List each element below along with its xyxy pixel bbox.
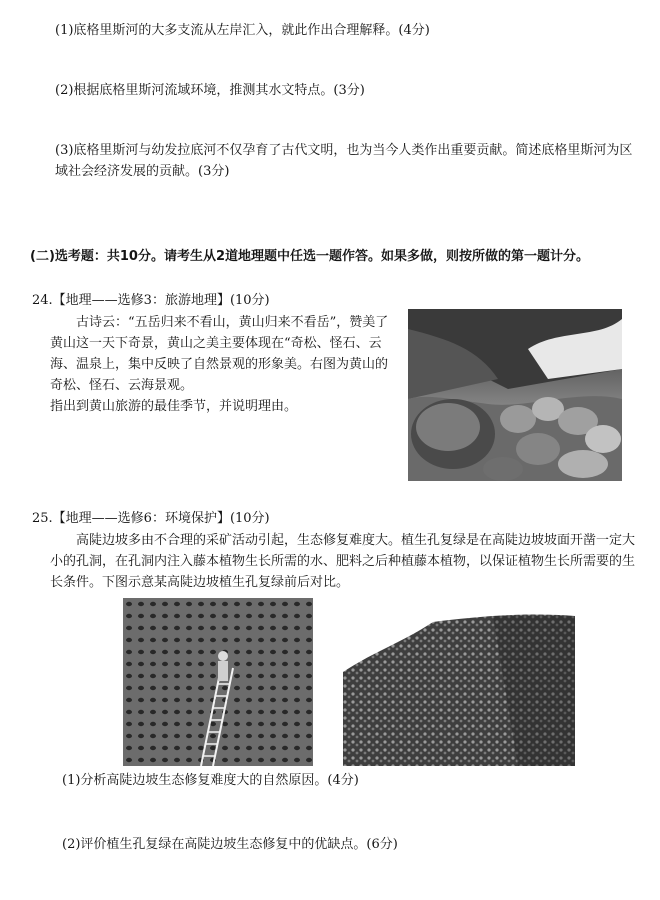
question-1: (1)底格里斯河的大多支流从左岸汇入，就此作出合理解释。(4分) xyxy=(55,23,430,38)
mountain-photo-icon xyxy=(408,309,622,481)
q24-ask: 指出到黄山旅游的最佳季节，并说明理由。 xyxy=(50,399,298,414)
q25-sub1: (1)分析高陡边坡生态修复难度大的自然原因。(4分) xyxy=(62,773,359,788)
q25-title: 25.【地理——选修6：环境保护】(10分) xyxy=(32,511,270,526)
huangshan-photo xyxy=(408,309,622,481)
q25-paragraph: 高陡边坡多由不合理的采矿活动引起，生态修复难度大。植生孔复绿是在高陡边坡坡面开凿一定大小的孔洞，在孔洞内注入藤本植物生长所需的水、肥料之后种植藤本植物，以保证植物生长所需要的生长条件。下图示意某高陡边坡植生孔复绿前后对比。 xyxy=(50,533,636,590)
question-2: (2)根据底格里斯河流域环境，推测其水文特点。(3分) xyxy=(55,83,365,98)
section-heading: (二)选考题：共10分。请考生从2道地理题中任选一题作答。如果多做，则按所做的第一题计分。 xyxy=(30,249,590,264)
green-slope-icon xyxy=(343,612,575,766)
q24-title: 24.【地理——选修3：旅游地理】(10分) xyxy=(32,293,270,308)
rock-slope-icon xyxy=(123,598,313,766)
q24-paragraph: 古诗云：“五岳归来不看山，黄山归来不看岳”，赞美了黄山这一天下奇景，黄山之美主要体现在“奇松、怪石、云海、温泉上，集中反映了自然景观的形象美。右图为黄山的奇松、怪石、云海景观。 xyxy=(50,315,389,393)
q24-body xyxy=(50,312,390,417)
slope-before-photo xyxy=(123,598,313,766)
q25-sub2: (2)评价植生孔复绿在高陡边坡生态修复中的优缺点。(6分) xyxy=(62,837,398,852)
question-3: (3)底格里斯河与幼发拉底河不仅孕育了古代文明，也为当今人类作出重要贡献。简述底格里斯河为区域社会经济发展的贡献。(3分) xyxy=(55,143,633,179)
slope-after-photo xyxy=(343,612,575,766)
